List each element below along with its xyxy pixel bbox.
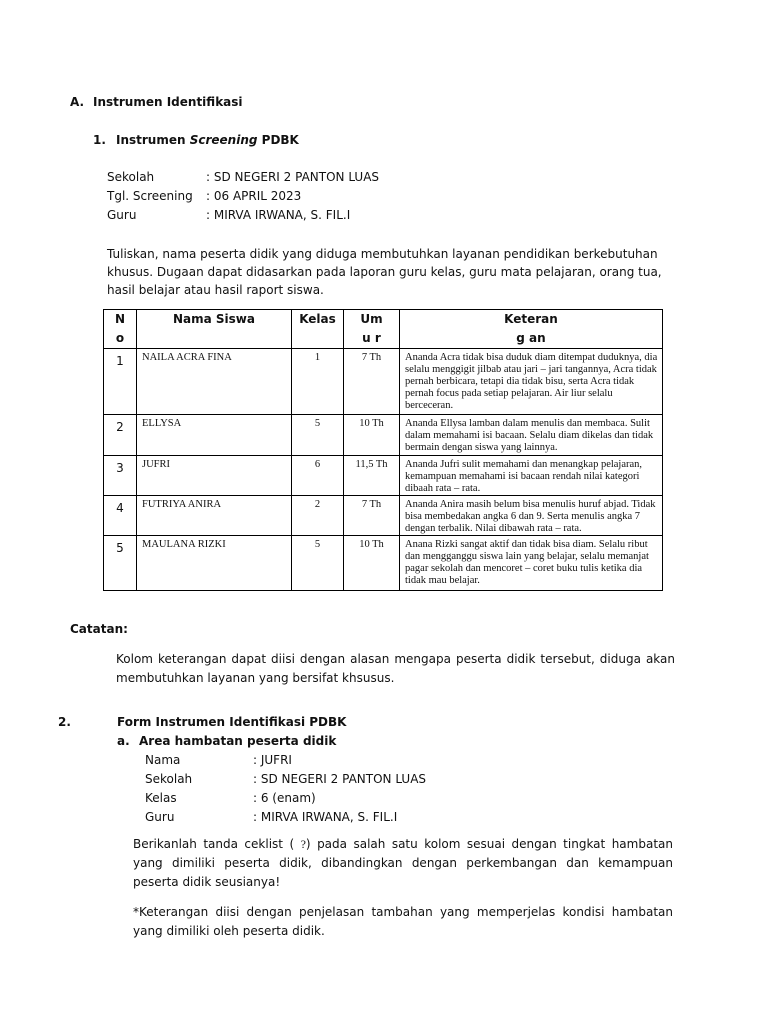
screening-label-tanggal: Tgl. Screening <box>107 189 193 203</box>
screening-number: 1. <box>93 133 106 147</box>
form-label-guru: Guru <box>145 810 175 824</box>
form-value-sekolah: : SD NEGERI 2 PANTON LUAS <box>253 772 427 786</box>
screening-value-sekolah: : SD NEGERI 2 PANTON LUAS <box>206 170 380 184</box>
row-umur: 11,5 Th <box>344 456 400 496</box>
header-umur: Umu r <box>344 310 400 349</box>
form-sub-title: Area hambatan peserta didik <box>139 734 337 748</box>
row-kelas: 6 <box>292 456 344 496</box>
form-label-nama: Nama <box>145 753 181 767</box>
table-row <box>104 415 663 456</box>
row-umur: 10 Th <box>344 536 400 591</box>
screening-title-italic: Screening <box>189 133 258 147</box>
row-nama: JUFRI <box>137 456 292 496</box>
form-number: 2. <box>58 715 71 729</box>
form-value-kelas: : 6 (enam) <box>253 791 316 805</box>
row-kelas: 5 <box>292 415 344 456</box>
form-value-nama: : JUFRI <box>253 753 292 767</box>
screening-table <box>103 309 663 591</box>
table-row <box>104 496 663 536</box>
screening-instruction: Tuliskan, nama peserta didik yang diduga membutuhkan layanan pendidikan berkebutuhan khusus. Dugaan dapat didasarkan pada laporan guru kelas, guru mata pelajaran, orang tua, hasil belajar atau hasil raport siswa. <box>107 247 662 297</box>
form-instruction: Berikanlah tanda ceklist ( ?) pada salah satu kolom sesuai dengan tingkat hambatan yang dimiliki peserta didik, dibandingkan dengan perkembangan dan kemampuan peserta didik seusianya! <box>133 837 673 889</box>
checkmark-symbol: ? <box>300 837 306 851</box>
table-header-row <box>104 310 663 349</box>
screening-value-tanggal: : 06 APRIL 2023 <box>206 189 302 203</box>
row-nama: ELLYSA <box>137 415 292 456</box>
screening-label-guru: Guru <box>107 208 137 222</box>
row-kelas: 1 <box>292 349 344 415</box>
screening-title: Instrumen Screening PDBK <box>116 133 299 147</box>
row-no: 5 <box>104 536 137 591</box>
row-nama: NAILA ACRA FINA <box>137 349 292 415</box>
catatan-title: Catatan: <box>70 622 128 636</box>
screening-value-guru: : MIRVA IRWANA, S. FIL.I <box>206 208 351 222</box>
row-no: 1 <box>104 349 137 415</box>
table-row <box>104 456 663 496</box>
row-keterangan: Ananda Anira masih belum bisa menulis huruf abjad. Tidak bisa membedakan angka 6 dan 9. Serta menulis angka 7 dengan terbalik. Nilai dibawah rata – rata. <box>400 496 663 536</box>
table-row <box>104 536 663 591</box>
screening-label-sekolah: Sekolah <box>107 170 155 184</box>
form-label-sekolah: Sekolah <box>145 772 193 786</box>
row-no: 4 <box>104 496 137 536</box>
section-a-title: Instrumen Identifikasi <box>93 95 243 109</box>
row-keterangan: Ananda Ellysa lamban dalam menulis dan membaca. Sulit dalam memahami isi bacaan. Selalu diam dikelas dan tidak bermain dengan siswa yang lainnya. <box>400 415 663 456</box>
header-nama: Nama Siswa <box>137 310 292 349</box>
row-umur: 10 Th <box>344 415 400 456</box>
header-no: N o <box>104 310 137 349</box>
form-note: *Keterangan diisi dengan penjelasan tambahan yang memperjelas kondisi hambatan yang dimiliki oleh peserta didik. <box>133 905 673 938</box>
catatan-text: Kolom keterangan dapat diisi dengan alasan mengapa peserta didik tersebut, diduga akan membutuhkan layanan yang bersifat khsusus. <box>116 652 675 685</box>
header-kelas: Kelas <box>292 310 344 349</box>
header-keterangan: Keterang an <box>400 310 663 349</box>
form-title: Form Instrumen Identifikasi PDBK <box>117 715 347 729</box>
row-kelas: 5 <box>292 536 344 591</box>
row-nama: MAULANA RIZKI <box>137 536 292 591</box>
row-no: 3 <box>104 456 137 496</box>
row-umur: 7 Th <box>344 349 400 415</box>
row-nama: FUTRIYA ANIRA <box>137 496 292 536</box>
form-value-guru: : MIRVA IRWANA, S. FIL.I <box>253 810 398 824</box>
row-keterangan: Ananda Acra tidak bisa duduk diam ditempat duduknya, dia selalu menggigit jilbab atau jari – jari tangannya, Acra tidak pernah berbicara, tetapi dia tidak bisu, serta Acra tidak pernah focus pada setiap pelajaran. Air liur selalu berceceran. <box>400 349 663 415</box>
form-sub-marker: a. <box>117 734 130 748</box>
row-keterangan: Ananda Jufri sulit memahami dan menangkap pelajaran, kemampuan memahami isi bacaan rendah nilai kategori dibaah rata – rata. <box>400 456 663 496</box>
row-keterangan: Anana Rizki sangat aktif dan tidak bisa diam. Selalu ribut dan mengganggu siswa lain yang belajar, selalu memanjat pagar sekolah dan mencoret – coret buku tulis ketika dia tidak mau belajar. <box>400 536 663 591</box>
form-label-kelas: Kelas <box>145 791 177 805</box>
row-umur: 7 Th <box>344 496 400 536</box>
row-no: 2 <box>104 415 137 456</box>
table-row <box>104 349 663 415</box>
section-a-marker: A. <box>70 95 85 109</box>
row-kelas: 2 <box>292 496 344 536</box>
